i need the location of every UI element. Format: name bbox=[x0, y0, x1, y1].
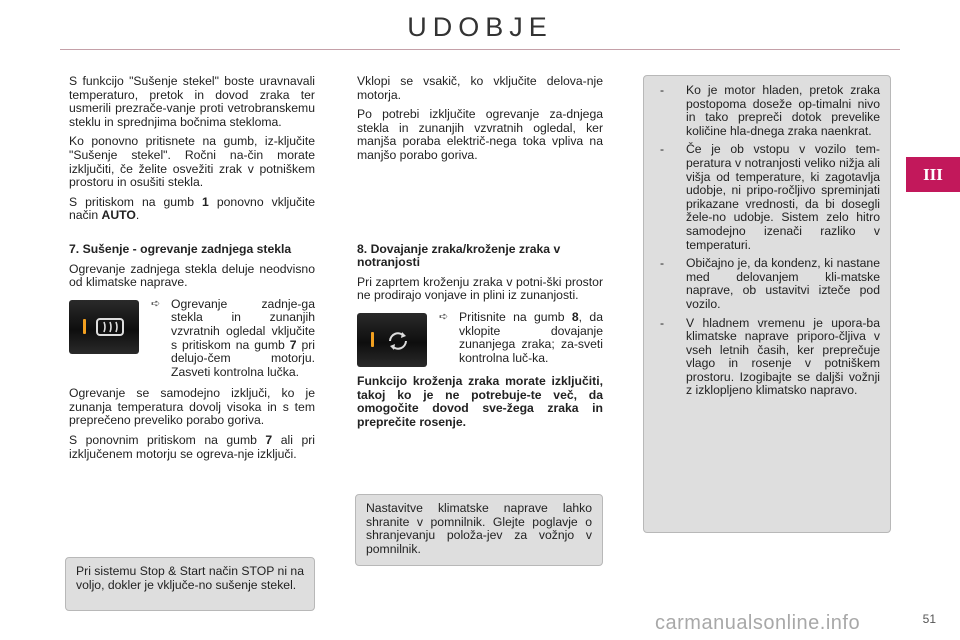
indicator-light bbox=[83, 319, 86, 334]
stop-start-note: Pri sistemu Stop & Start način STOP ni na voljo, dokler je vključe-no sušenje stekel. bbox=[65, 557, 315, 611]
button-number-7-again: 7 bbox=[265, 433, 273, 448]
section-7-title: Sušenje - ogrevanje zadnjega stekla bbox=[82, 241, 292, 256]
section-7-bullet-prefix: Ogrevanje zadnje-ga stekla in zunanjih vzvratnih ogledal vključite s pritiskom na gumb bbox=[171, 296, 315, 352]
section-8-title: Dovajanje zraka/kroženje zraka v notranjosti bbox=[357, 241, 561, 270]
intro-p3-prefix: S pritiskom na gumb bbox=[69, 194, 203, 209]
section-7-paragraph-1: Ogrevanje zadnjega stekla deluje neodvisno od klimatske naprave. bbox=[69, 261, 315, 290]
rear-window-heating-button bbox=[69, 300, 139, 354]
section-8-paragraph-1: Pri zaprtem kroženju zraka v potni-ški prostor ne prodirajo vonjave in plini iz zunanjosti. bbox=[357, 274, 603, 303]
column-left bbox=[69, 75, 315, 467]
tip-text: Če je ob vstopu v vozilo tem-peratura v notranjosti veliko nižja ali višja od temperature, ki zagotavlja udobje, ni pripo-ročljivo spreminjati prikazane vrednosti, da bi dosegli žele-no udobje. Sistem zelo hitro samodejno izenači razliko v temperaturi. bbox=[686, 142, 880, 252]
rear-window-heating-icon bbox=[95, 316, 125, 338]
section-7-paragraph-3 bbox=[69, 434, 315, 461]
air-recirculation-icon bbox=[383, 329, 413, 353]
dash-bullet: - bbox=[660, 256, 665, 271]
section-8-bullet-suffix: , da vklopite dovajanje zunanjega zraka; za-sveti kontrolna luč-ka. bbox=[459, 309, 603, 365]
page-title: UDOBJE bbox=[407, 12, 553, 42]
intro-p3-end: . bbox=[135, 208, 140, 223]
dash-bullet: - bbox=[660, 142, 665, 157]
button-number-7: 7 bbox=[289, 337, 297, 352]
column-middle bbox=[357, 75, 603, 435]
intro-paragraph-1: S funkcijo "Sušenje stekel" boste uravnavali temperaturo, pretok in dovod zraka ter usmerili prezrače-vanje proti vetrobranskemu steklu in sprednjima bočnima stekloma. bbox=[69, 74, 315, 129]
intro-p3-mid: ponovno vključite način bbox=[69, 194, 315, 223]
section-8-number: 8. bbox=[357, 241, 368, 256]
section-7-bullet bbox=[147, 298, 315, 380]
tips-panel bbox=[643, 75, 891, 533]
chapter-tab: III bbox=[906, 157, 960, 192]
page-number: 51 bbox=[922, 612, 936, 626]
auto-mode-label: AUTO bbox=[101, 208, 136, 223]
tip-text: Ko je motor hladen, pretok zraka postopoma doseže op-timalni nivo in tako prepreči dotok prevelike količine hla-dnega zraka naenkrat. bbox=[686, 83, 880, 138]
intro-paragraph-2: Ko ponovno pritisnete na gumb, iz-ključite "Sušenje stekel". Ročni na-čin morate izključiti, če želite osvežiti zrak v potniškem prostoru in osušiti stekla. bbox=[69, 134, 315, 190]
section-7-p3-prefix: S ponovnim pritiskom na gumb bbox=[69, 433, 266, 448]
section-8-heading bbox=[357, 243, 603, 270]
title-divider bbox=[60, 49, 900, 50]
tip-item bbox=[652, 143, 880, 252]
intro-paragraph-3 bbox=[69, 196, 315, 223]
tip-text: Običajno je, da kondenz, ki nastane med delovanjem kli-matske naprave, ob ustavitvi izteče pod vozilo. bbox=[686, 256, 880, 311]
air-recirculation-button bbox=[357, 313, 427, 367]
section-8-bullet-prefix: Pritisnite na gumb bbox=[459, 309, 572, 324]
section-8-button-row bbox=[357, 311, 603, 367]
bullet-arrow-icon: ➪ bbox=[151, 297, 161, 310]
dash-bullet: - bbox=[660, 315, 665, 330]
section-7-number: 7. bbox=[69, 241, 80, 256]
section-7-p3-suffix: ali pri izključenem motorju se ogreva-nje izključi. bbox=[69, 433, 315, 461]
tip-item bbox=[652, 317, 880, 399]
tip-item bbox=[652, 257, 880, 311]
section-7-paragraph-2: Ogrevanje se samodejno izključi, ko je zunanja temperatura dovolj visoka in s tem preprečeno preveliko porabo goriva. bbox=[69, 386, 315, 428]
section-8-bullet bbox=[435, 311, 603, 367]
middle-paragraph-2: Po potrebi izključite ogrevanje za-dnjega stekla in zunanjih vzvratnih ogledal, ker manjša poraba električ-nega toka vpliva na manjšo porabo goriva. bbox=[357, 107, 603, 162]
section-7-button-row bbox=[69, 298, 315, 380]
middle-paragraph-1: Vklopi se vsakič, ko vključite delova-nje motorja. bbox=[357, 74, 603, 102]
section-8-bold-warning: Funkcijo kroženja zraka morate izključiti, takoj ko je ne potrebuje-te več, da omogočite dovod sve-žega zraka in preprečite rosenje. bbox=[357, 373, 603, 429]
button-number-1: 1 bbox=[202, 194, 209, 209]
dash-bullet: - bbox=[660, 83, 665, 97]
section-7-bullet-suffix: pri delujo-čem motorju. Zasveti kontrolna lučka. bbox=[171, 337, 315, 379]
tip-text: V hladnem vremenu je upora-ba klimatske naprave priporo-čljiva v vseh letnih časih, ker preprečuje vlago in rosenje v potniškem prostoru. Izogibajte se daljši vožnji z izklopljeno klimatsko napravo. bbox=[686, 315, 880, 398]
bullet-arrow-icon: ➪ bbox=[439, 310, 449, 323]
button-number-8: 8 bbox=[571, 309, 579, 324]
section-7-heading bbox=[69, 243, 315, 257]
watermark: carmanualsonline.info bbox=[655, 612, 861, 634]
tip-item bbox=[652, 84, 880, 138]
memory-settings-note: Nastavitve klimatske naprave lahko shranite v pomnilnik. Glejte poglavje o shranjevanju položa-jev za vožnjo v pomnilnik. bbox=[355, 494, 603, 566]
indicator-light bbox=[371, 332, 374, 347]
